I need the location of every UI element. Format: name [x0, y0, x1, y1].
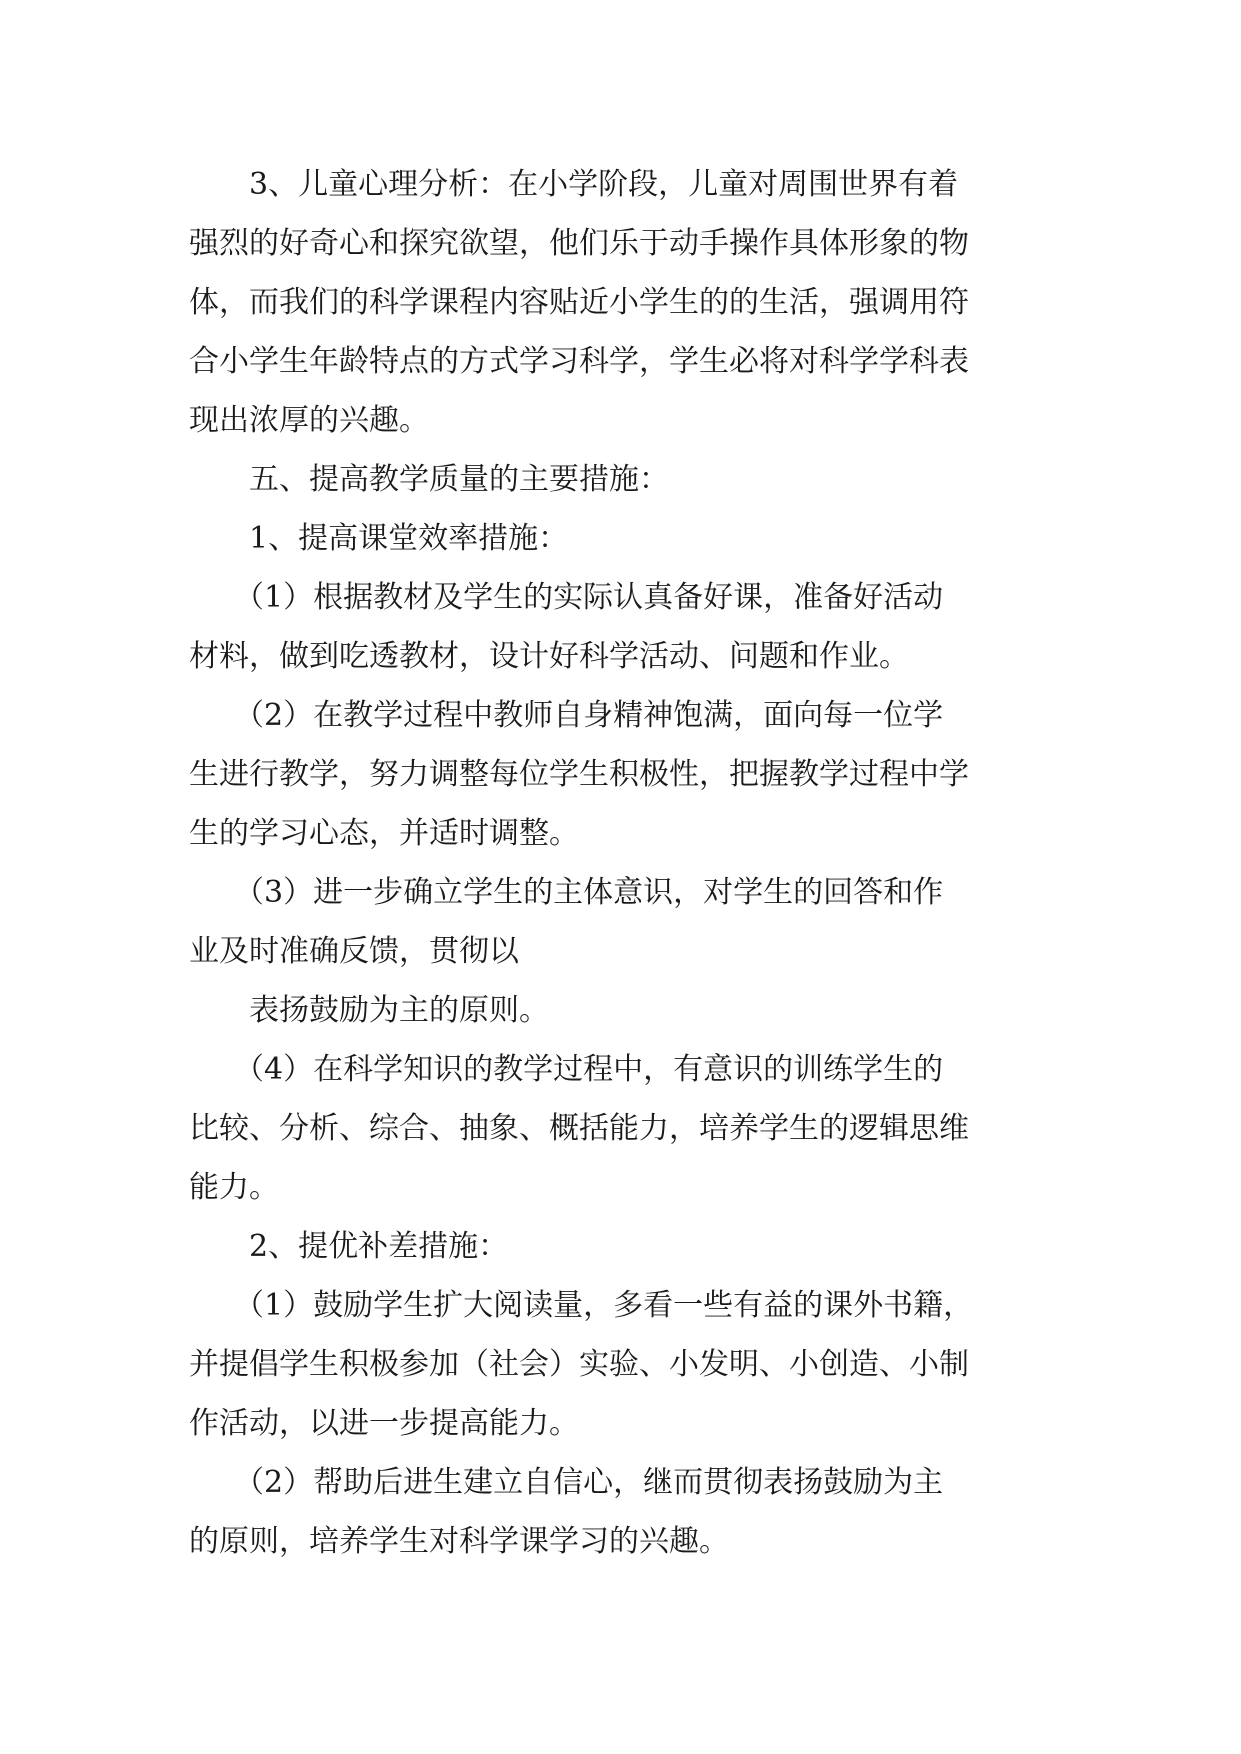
text-line: 业及时准确反馈，贯彻以 [189, 934, 519, 969]
text-line: 合小学生年龄特点的方式学习科学，学生必将对科学学科表 [189, 344, 969, 379]
text-line: 表扬鼓励为主的原则。 [189, 993, 549, 1028]
text-line: （2）在教学过程中教师自身精神饱满，面向每一位学 [189, 698, 944, 733]
section-heading: 五、提高教学质量的主要措施： [189, 462, 669, 497]
text-line: 生的学习心态，并适时调整。 [189, 816, 579, 851]
text-line: 能力。 [189, 1170, 279, 1205]
subsection-heading: 2、提优补差措施： [189, 1229, 509, 1264]
text-line: 现出浓厚的兴趣。 [189, 403, 429, 438]
text-line: 作活动，以进一步提高能力。 [189, 1406, 579, 1441]
text-line: 生进行教学，努力调整每位学生积极性，把握教学过程中学 [189, 757, 969, 792]
text-line: （1）鼓励学生扩大阅读量，多看一些有益的课外书籍， [189, 1288, 974, 1323]
subsection-heading: 1、提高课堂效率措施： [189, 521, 569, 556]
text-line: 比较、分析、综合、抽象、概括能力，培养学生的逻辑思维 [189, 1111, 969, 1146]
text-line: 材料，做到吃透教材，设计好科学活动、问题和作业。 [189, 639, 909, 674]
body-text [189, 155, 1049, 1571]
text-line: （2）帮助后进生建立自信心，继而贯彻表扬鼓励为主 [189, 1465, 944, 1500]
text-line: 强烈的好奇心和探究欲望，他们乐于动手操作具体形象的物 [189, 226, 969, 261]
text-line: （4）在科学知识的教学过程中，有意识的训练学生的 [189, 1052, 944, 1087]
text-line: 的原则，培养学生对科学课学习的兴趣。 [189, 1524, 729, 1559]
text-line: （3）进一步确立学生的主体意识，对学生的回答和作 [189, 875, 944, 910]
text-line: （1）根据教材及学生的实际认真备好课，准备好活动 [189, 580, 944, 615]
text-line: 体，而我们的科学课程内容贴近小学生的的生活，强调用符 [189, 285, 969, 320]
text-line: 3、儿童心理分析：在小学阶段，儿童对周围世界有着 [189, 167, 959, 202]
text-line: 并提倡学生积极参加（社会）实验、小发明、小创造、小制 [189, 1347, 969, 1382]
